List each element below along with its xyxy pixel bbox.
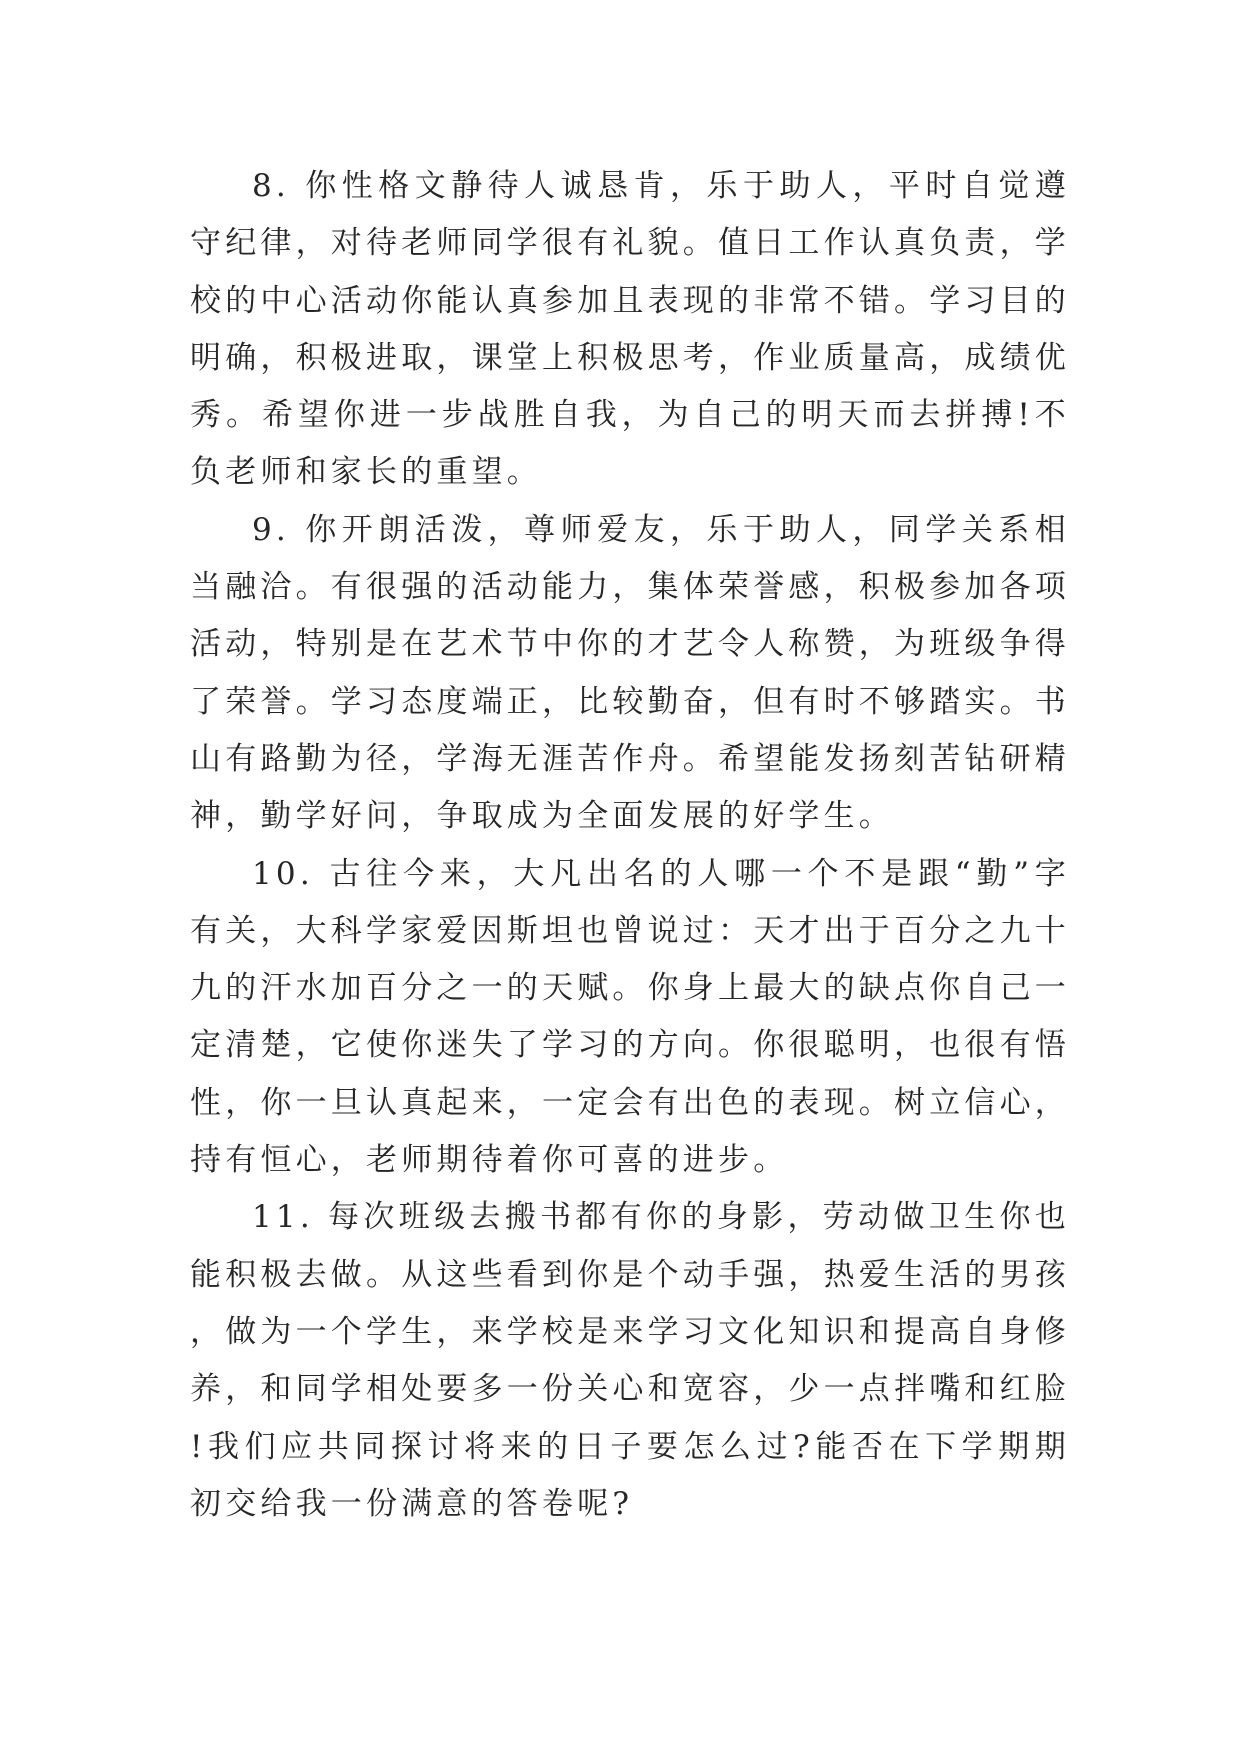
document-body xyxy=(190,158,1070,1533)
comment-paragraph-8: 8. 你性格文静待人诚恳肯，乐于助人，平时自觉遵守纪律，对待老师同学很有礼貌。值日工作认真负责，学校的中心活动你能认真参加且表现的非常不错。学习目的明确，积极进取，课堂上积极思考，作业质量高，成绩优秀。希望你进一步战胜自我，为自己的明天而去拼搏!不负老师和家长的重望。 xyxy=(190,168,1070,491)
comment-paragraph-10: 10. 古往今来，大凡出名的人哪一个不是跟“勤”字有关，大科学家爱因斯坦也曾说过：天才出于百分之九十九的汗水加百分之一的天赋。你身上最大的缺点你自己一定清楚，它使你迷失了学习的方向。你很聪明，也很有悟性，你一旦认真起来，一定会有出色的表现。树立信心，持有恒心，老师期待着你可喜的进步。 xyxy=(190,855,1070,1179)
comment-paragraph-9: 9. 你开朗活泼，尊师爱友，乐于助人，同学关系相当融洽。有很强的活动能力，集体荣誉感，积极参加各项活动，特别是在艺术节中你的才艺令人称赞，为班级争得了荣誉。学习态度端正，比较勤奋，但有时不够踏实。书山有路勤为径，学海无涯苦作舟。希望能发扬刻苦钻研精神，勤学好问，争取成为全面发展的好学生。 xyxy=(190,511,1070,835)
comment-paragraph-11: 11. 每次班级去搬书都有你的身影，劳动做卫生你也能积极去做。从这些看到你是个动手强，热爱生活的男孩，做为一个学生，来学校是来学习文化知识和提高自身修养，和同学相处要多一份关心和宽容，少一点拌嘴和红脸!我们应共同探讨将来的日子要怎么过?能否在下学期期初交给我一份满意的答卷呢? xyxy=(190,1199,1070,1522)
